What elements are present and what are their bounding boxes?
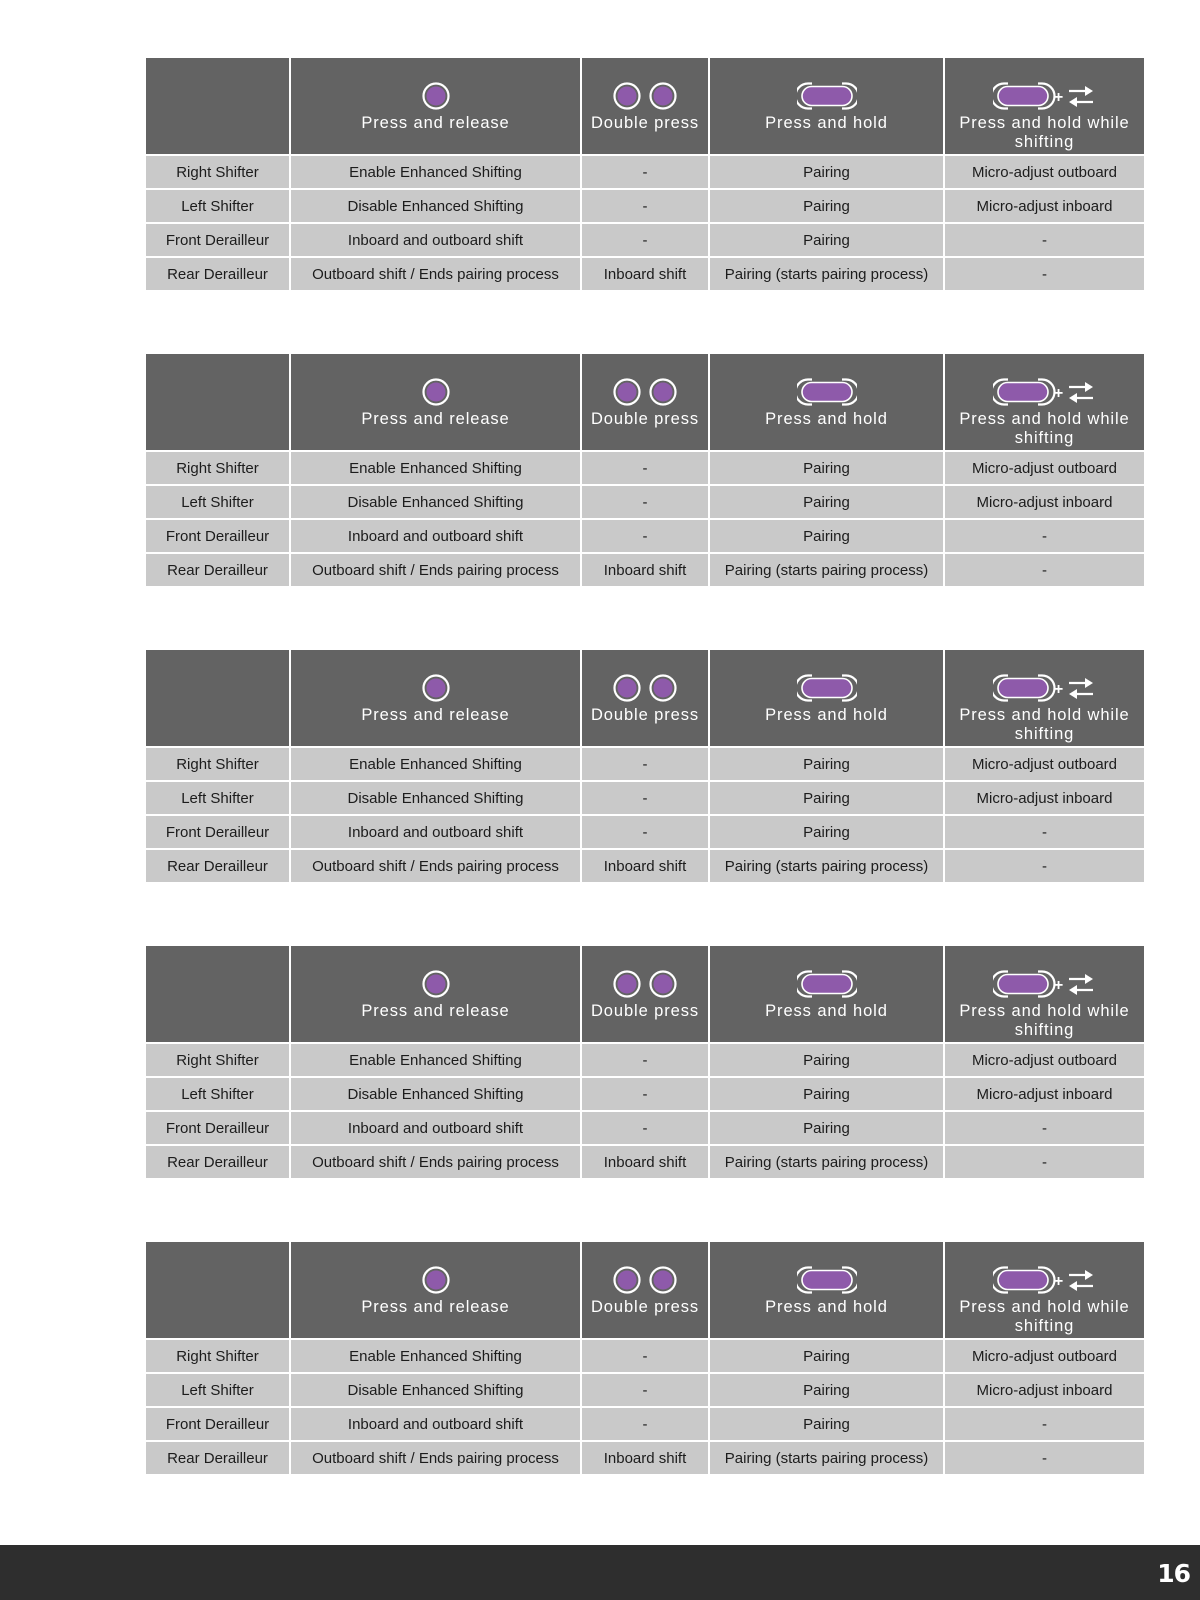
function-cell: Enable Enhanced Shifting: [290, 747, 581, 781]
column-header-label: Double press: [590, 706, 700, 724]
svg-text:+: +: [1053, 89, 1064, 106]
column-header-label: Press and hold while shifting: [959, 1002, 1130, 1039]
controls-table: [144, 352, 1146, 588]
hold-button-icon: [797, 80, 857, 112]
column-header: [944, 353, 1145, 451]
component-name-cell: Front Derailleur: [145, 1407, 290, 1441]
hold-shift-icon: [993, 968, 1097, 1000]
table-row: [145, 849, 1145, 883]
column-header-label: Press and hold while shifting: [959, 114, 1130, 151]
function-cell: Pairing: [709, 815, 944, 849]
function-cell: Inboard shift: [581, 1441, 709, 1475]
function-cell: Pairing: [709, 519, 944, 553]
component-name-cell: Left Shifter: [145, 781, 290, 815]
column-header: [709, 57, 944, 155]
function-cell: -: [944, 849, 1145, 883]
function-tables: [144, 56, 1144, 1536]
function-cell: Inboard shift: [581, 257, 709, 291]
column-header: [290, 57, 581, 155]
column-header: [581, 1241, 709, 1339]
column-header: [944, 945, 1145, 1043]
function-cell: Micro-adjust outboard: [944, 155, 1145, 189]
function-cell: -: [581, 1043, 709, 1077]
double-button-icon: [612, 1264, 678, 1296]
column-header-label: Press and release: [361, 410, 510, 428]
function-cell: -: [944, 553, 1145, 587]
header-corner-cell: [145, 57, 290, 155]
component-name-cell: Front Derailleur: [145, 223, 290, 257]
table-row: [145, 223, 1145, 257]
column-header-label: Press and hold: [765, 1002, 888, 1020]
column-header: [581, 945, 709, 1043]
function-cell: Enable Enhanced Shifting: [290, 451, 581, 485]
single-button-icon: [420, 968, 452, 1000]
hold-shift-icon: [993, 376, 1097, 408]
component-name-cell: Front Derailleur: [145, 815, 290, 849]
function-cell: -: [581, 155, 709, 189]
column-header-label: Press and hold: [765, 114, 888, 132]
function-cell: -: [581, 519, 709, 553]
function-cell: Outboard shift / Ends pairing process: [290, 849, 581, 883]
hold-button-icon: [797, 1264, 857, 1296]
column-header: [290, 945, 581, 1043]
function-cell: Pairing: [709, 781, 944, 815]
function-cell: Micro-adjust inboard: [944, 189, 1145, 223]
column-header-label: Press and hold while shifting: [959, 1298, 1130, 1335]
component-name-cell: Front Derailleur: [145, 1111, 290, 1145]
column-header: [709, 649, 944, 747]
component-name-cell: Rear Derailleur: [145, 1145, 290, 1179]
function-cell: Pairing (starts pairing process): [709, 849, 944, 883]
function-cell: -: [581, 1077, 709, 1111]
svg-text:+: +: [1053, 1273, 1064, 1290]
table-row: [145, 1339, 1145, 1373]
table-row: [145, 519, 1145, 553]
function-cell: Pairing: [709, 451, 944, 485]
function-cell: Micro-adjust inboard: [944, 485, 1145, 519]
function-cell: Pairing: [709, 747, 944, 781]
function-cell: Pairing (starts pairing process): [709, 553, 944, 587]
function-cell: -: [581, 815, 709, 849]
function-cell: -: [581, 485, 709, 519]
column-header-label: Press and hold while shifting: [959, 410, 1130, 447]
function-cell: Micro-adjust inboard: [944, 1077, 1145, 1111]
table-row: [145, 747, 1145, 781]
column-header: [944, 57, 1145, 155]
double-button-icon: [612, 376, 678, 408]
function-cell: Inboard and outboard shift: [290, 1407, 581, 1441]
function-cell: Micro-adjust outboard: [944, 451, 1145, 485]
function-cell: Outboard shift / Ends pairing process: [290, 1145, 581, 1179]
function-cell: -: [944, 1111, 1145, 1145]
function-cell: Pairing: [709, 223, 944, 257]
function-cell: Pairing (starts pairing process): [709, 257, 944, 291]
function-cell: -: [944, 257, 1145, 291]
component-name-cell: Left Shifter: [145, 189, 290, 223]
function-cell: -: [944, 1407, 1145, 1441]
single-button-icon: [420, 376, 452, 408]
table-row: [145, 1373, 1145, 1407]
column-header-label: Double press: [590, 1002, 700, 1020]
function-cell: Pairing: [709, 1111, 944, 1145]
function-cell: -: [944, 1441, 1145, 1475]
function-cell: -: [581, 223, 709, 257]
header-corner-cell: [145, 1241, 290, 1339]
function-cell: -: [581, 781, 709, 815]
column-header: [290, 353, 581, 451]
single-button-icon: [420, 1264, 452, 1296]
function-cell: Pairing: [709, 485, 944, 519]
single-button-icon: [420, 672, 452, 704]
function-cell: -: [581, 1339, 709, 1373]
function-cell: Pairing: [709, 155, 944, 189]
column-header-label: Press and hold: [765, 410, 888, 428]
function-cell: Disable Enhanced Shifting: [290, 485, 581, 519]
table-row: [145, 155, 1145, 189]
component-name-cell: Rear Derailleur: [145, 257, 290, 291]
function-cell: Micro-adjust outboard: [944, 747, 1145, 781]
controls-table: [144, 944, 1146, 1180]
controls-table: [144, 648, 1146, 884]
function-cell: -: [944, 1145, 1145, 1179]
table-row: [145, 1111, 1145, 1145]
function-cell: -: [581, 1373, 709, 1407]
column-header-label: Double press: [590, 1298, 700, 1316]
function-cell: Pairing: [709, 1373, 944, 1407]
column-header-label: Press and hold while shifting: [959, 706, 1130, 743]
column-header-label: Press and release: [361, 1298, 510, 1316]
function-cell: Pairing (starts pairing process): [709, 1145, 944, 1179]
double-button-icon: [612, 968, 678, 1000]
column-header: [290, 649, 581, 747]
function-cell: Micro-adjust outboard: [944, 1339, 1145, 1373]
hold-button-icon: [797, 376, 857, 408]
component-name-cell: Front Derailleur: [145, 519, 290, 553]
hold-button-icon: [797, 672, 857, 704]
single-button-icon: [420, 80, 452, 112]
function-cell: Inboard and outboard shift: [290, 223, 581, 257]
function-cell: -: [944, 815, 1145, 849]
column-header: [944, 1241, 1145, 1339]
table-row: [145, 257, 1145, 291]
column-header-label: Double press: [590, 410, 700, 428]
controls-table: [144, 56, 1146, 292]
header-corner-cell: [145, 649, 290, 747]
component-name-cell: Rear Derailleur: [145, 849, 290, 883]
column-header: [944, 649, 1145, 747]
table-row: [145, 1077, 1145, 1111]
column-header-label: Press and hold: [765, 1298, 888, 1316]
svg-text:+: +: [1053, 977, 1064, 994]
svg-text:+: +: [1053, 681, 1064, 698]
function-cell: -: [944, 223, 1145, 257]
function-cell: Pairing: [709, 1043, 944, 1077]
component-name-cell: Right Shifter: [145, 1043, 290, 1077]
column-header: [290, 1241, 581, 1339]
column-header-label: Press and release: [361, 1002, 510, 1020]
hold-button-icon: [797, 968, 857, 1000]
function-cell: Inboard shift: [581, 1145, 709, 1179]
component-name-cell: Left Shifter: [145, 1373, 290, 1407]
function-cell: Inboard and outboard shift: [290, 815, 581, 849]
function-cell: -: [581, 1111, 709, 1145]
component-name-cell: Right Shifter: [145, 747, 290, 781]
function-cell: Inboard and outboard shift: [290, 519, 581, 553]
function-cell: Micro-adjust outboard: [944, 1043, 1145, 1077]
column-header: [581, 649, 709, 747]
function-cell: Disable Enhanced Shifting: [290, 1077, 581, 1111]
table-row: [145, 1407, 1145, 1441]
page-footer: [0, 1545, 1200, 1600]
column-header-label: Press and release: [361, 706, 510, 724]
function-cell: Pairing (starts pairing process): [709, 1441, 944, 1475]
table-row: [145, 815, 1145, 849]
component-name-cell: Right Shifter: [145, 1339, 290, 1373]
component-name-cell: Left Shifter: [145, 1077, 290, 1111]
function-cell: -: [581, 747, 709, 781]
column-header-label: Press and release: [361, 114, 510, 132]
table-row: [145, 485, 1145, 519]
function-cell: Disable Enhanced Shifting: [290, 1373, 581, 1407]
function-cell: Pairing: [709, 189, 944, 223]
function-cell: Inboard shift: [581, 849, 709, 883]
component-name-cell: Right Shifter: [145, 155, 290, 189]
function-cell: -: [581, 189, 709, 223]
table-row: [145, 781, 1145, 815]
table-row: [145, 1441, 1145, 1475]
function-cell: Inboard and outboard shift: [290, 1111, 581, 1145]
component-name-cell: Rear Derailleur: [145, 553, 290, 587]
function-cell: Disable Enhanced Shifting: [290, 189, 581, 223]
function-cell: -: [581, 1407, 709, 1441]
function-cell: Micro-adjust inboard: [944, 781, 1145, 815]
column-header: [709, 945, 944, 1043]
function-cell: -: [944, 519, 1145, 553]
function-cell: Pairing: [709, 1407, 944, 1441]
table-row: [145, 1043, 1145, 1077]
function-cell: Outboard shift / Ends pairing process: [290, 257, 581, 291]
component-name-cell: Left Shifter: [145, 485, 290, 519]
function-cell: Outboard shift / Ends pairing process: [290, 553, 581, 587]
table-row: [145, 553, 1145, 587]
function-cell: Inboard shift: [581, 553, 709, 587]
table-row: [145, 1145, 1145, 1179]
table-row: [145, 189, 1145, 223]
column-header: [581, 57, 709, 155]
function-cell: Pairing: [709, 1077, 944, 1111]
column-header-label: Press and hold: [765, 706, 888, 724]
column-header: [581, 353, 709, 451]
controls-table: [144, 1240, 1146, 1476]
header-corner-cell: [145, 945, 290, 1043]
function-cell: Enable Enhanced Shifting: [290, 155, 581, 189]
double-button-icon: [612, 80, 678, 112]
function-cell: Micro-adjust inboard: [944, 1373, 1145, 1407]
double-button-icon: [612, 672, 678, 704]
table-row: [145, 451, 1145, 485]
header-corner-cell: [145, 353, 290, 451]
hold-shift-icon: [993, 80, 1097, 112]
component-name-cell: Right Shifter: [145, 451, 290, 485]
function-cell: Disable Enhanced Shifting: [290, 781, 581, 815]
function-cell: Pairing: [709, 1339, 944, 1373]
column-header-label: Double press: [590, 114, 700, 132]
function-cell: -: [581, 451, 709, 485]
column-header: [709, 353, 944, 451]
column-header: [709, 1241, 944, 1339]
svg-text:+: +: [1053, 385, 1064, 402]
function-cell: Enable Enhanced Shifting: [290, 1339, 581, 1373]
page-number: 16: [1157, 1559, 1190, 1588]
component-name-cell: Rear Derailleur: [145, 1441, 290, 1475]
hold-shift-icon: [993, 672, 1097, 704]
function-cell: Enable Enhanced Shifting: [290, 1043, 581, 1077]
hold-shift-icon: [993, 1264, 1097, 1296]
function-cell: Outboard shift / Ends pairing process: [290, 1441, 581, 1475]
